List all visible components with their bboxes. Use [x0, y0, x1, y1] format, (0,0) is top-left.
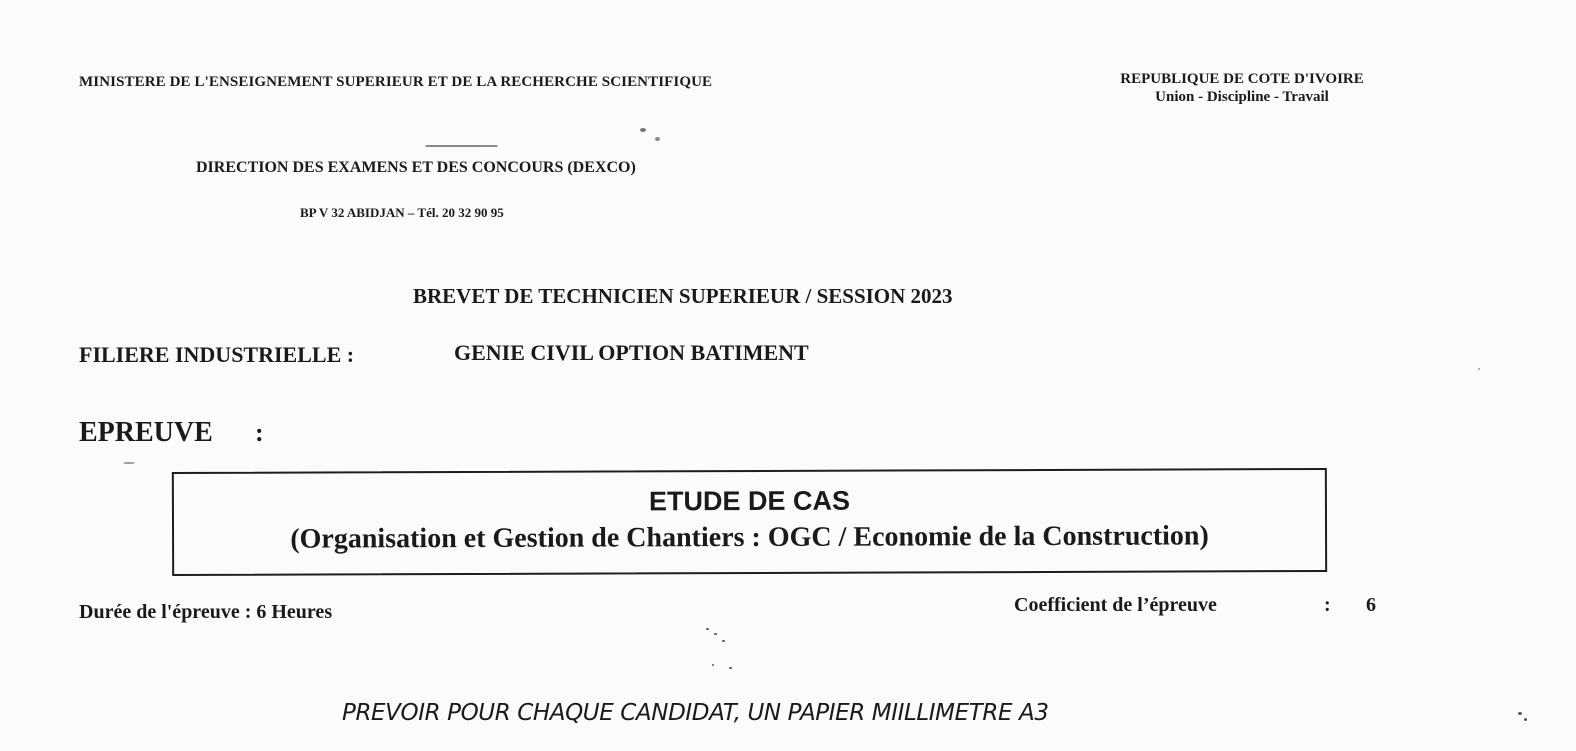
scan-speck	[640, 128, 646, 132]
scan-speck	[1524, 718, 1527, 721]
coefficient-label: Coefficient de l’épreuve	[1014, 594, 1217, 616]
scan-speck	[706, 628, 709, 630]
scan-speck	[1518, 712, 1522, 715]
epreuve-colon: :	[255, 418, 264, 447]
scan-speck	[655, 137, 660, 141]
header-separator: ------------------------	[425, 138, 497, 152]
scan-speck	[712, 664, 714, 666]
scan-speck	[714, 633, 717, 635]
duration-text: Durée de l'épreuve : 6 Heures	[79, 601, 333, 623]
exam-title: BREVET DE TECHNICIEN SUPERIEUR / SESSION 2023	[413, 284, 953, 308]
coefficient-value: 6	[1366, 594, 1376, 616]
epreuve-label: EPREUVE	[79, 417, 213, 448]
republic-name: REPUBLIQUE DE COTE D'IVOIRE	[1120, 71, 1364, 87]
coefficient-colon: :	[1324, 594, 1331, 616]
scan-speck	[1478, 368, 1480, 370]
republic-motto: Union - Discipline - Travail	[1155, 89, 1329, 105]
scan-speck	[123, 462, 135, 464]
subject-subtitle: (Organisation et Gestion de Chantiers : OGC / Economie de la Construction)	[290, 520, 1209, 555]
subject-title: ETUDE DE CAS	[648, 485, 850, 517]
scan-speck	[722, 640, 725, 642]
direction-address: BP V 32 ABIDJAN – Tél. 20 32 90 95	[300, 205, 504, 220]
scan-speck	[729, 667, 732, 669]
direction-heading: DIRECTION DES EXAMENS ET DES CONCOURS (DEXCO)	[196, 159, 636, 176]
filiere-label: FILIERE INDUSTRIELLE :	[79, 342, 355, 367]
republic-block	[1092, 70, 1392, 106]
subject-box	[172, 468, 1327, 576]
ministry-heading: MINISTERE DE L'ENSEIGNEMENT SUPERIEUR ET DE LA RECHERCHE SCIENTIFIQUE	[79, 74, 713, 90]
paper-note: PREVOIR POUR CHAQUE CANDIDAT, UN PAPIER MIILLIMETRE A3	[342, 700, 1049, 726]
filiere-value: GENIE CIVIL OPTION BATIMENT	[454, 340, 809, 365]
